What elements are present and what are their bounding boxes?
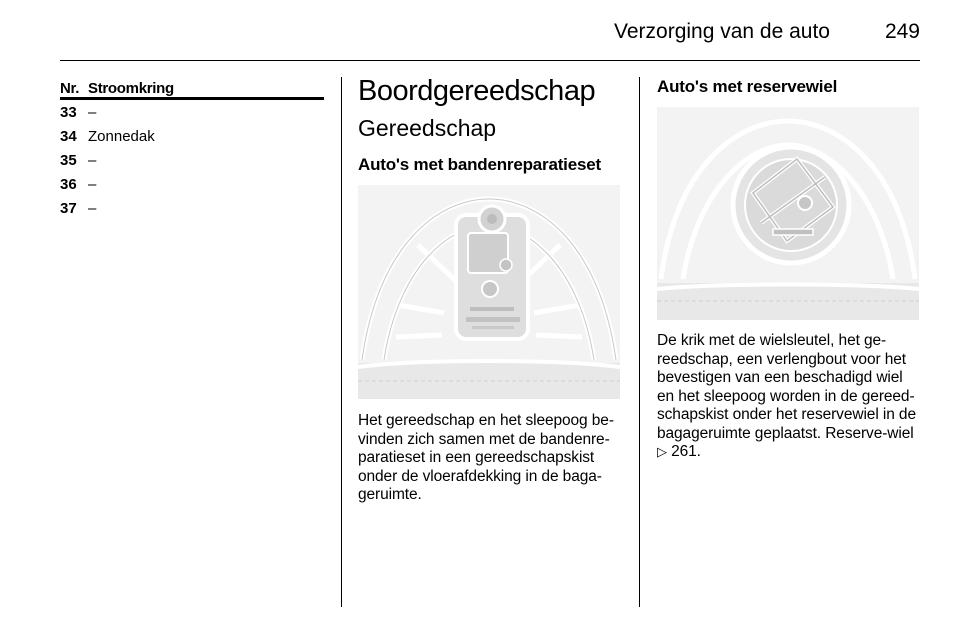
repair-kit-illustration xyxy=(358,185,620,399)
table-row xyxy=(60,197,324,220)
col-circuit-header: Stroomkring xyxy=(88,80,174,97)
table-row xyxy=(60,125,324,148)
spare-wheel-text: De krik met de wielsleutel, het ge-reedschap, een verlengbout voor het bevestigen van een beschadigd wiel en het sleepoog worden in de gereed-schapskist onder het reservewiel in de bagageruimte geplaatst. Reserve-wiel xyxy=(657,332,916,442)
fuse-number: 33 xyxy=(60,104,77,121)
table-row xyxy=(60,101,324,124)
column-divider xyxy=(341,77,342,607)
repair-kit-text: Het gereedschap en het sleepoog be-vinden zich samen met de bandenre-paratieset in een gereedschapskist onder de vloerafdekking in de baga-geruimte. xyxy=(358,412,614,503)
header-rule xyxy=(60,60,920,61)
section-title: Boordgereedschap xyxy=(358,75,596,107)
table-row xyxy=(60,149,324,172)
col-nr-header: Nr. xyxy=(60,80,80,97)
header-title: Verzorging van de auto xyxy=(614,20,830,43)
column-divider xyxy=(639,77,640,607)
fuse-number: 37 xyxy=(60,200,77,217)
spare-wheel-ref-page[interactable]: 261. xyxy=(671,443,701,460)
spare-wheel-text-block xyxy=(657,332,922,462)
fuse-table xyxy=(60,80,324,220)
fuse-number: 36 xyxy=(60,176,77,193)
fuse-circuit: Zonnedak xyxy=(88,128,155,145)
fuse-circuit: – xyxy=(88,152,97,169)
fuse-number: 34 xyxy=(60,128,77,145)
spare-wheel-illustration xyxy=(657,107,919,320)
fuse-number: 35 xyxy=(60,152,77,169)
spare-wheel-heading: Auto's met reservewiel xyxy=(657,77,838,96)
section-subtitle: Gereedschap xyxy=(358,115,497,141)
fuse-circuit: – xyxy=(88,200,97,217)
fuse-table-header xyxy=(60,80,324,100)
fuse-circuit: – xyxy=(88,176,97,193)
fuse-circuit: – xyxy=(88,104,97,121)
table-row xyxy=(60,173,324,196)
repair-kit-heading: Auto's met bandenreparatieset xyxy=(358,155,601,174)
page-reference-icon: ▷ xyxy=(657,444,667,459)
page-number: 249 xyxy=(884,20,920,43)
